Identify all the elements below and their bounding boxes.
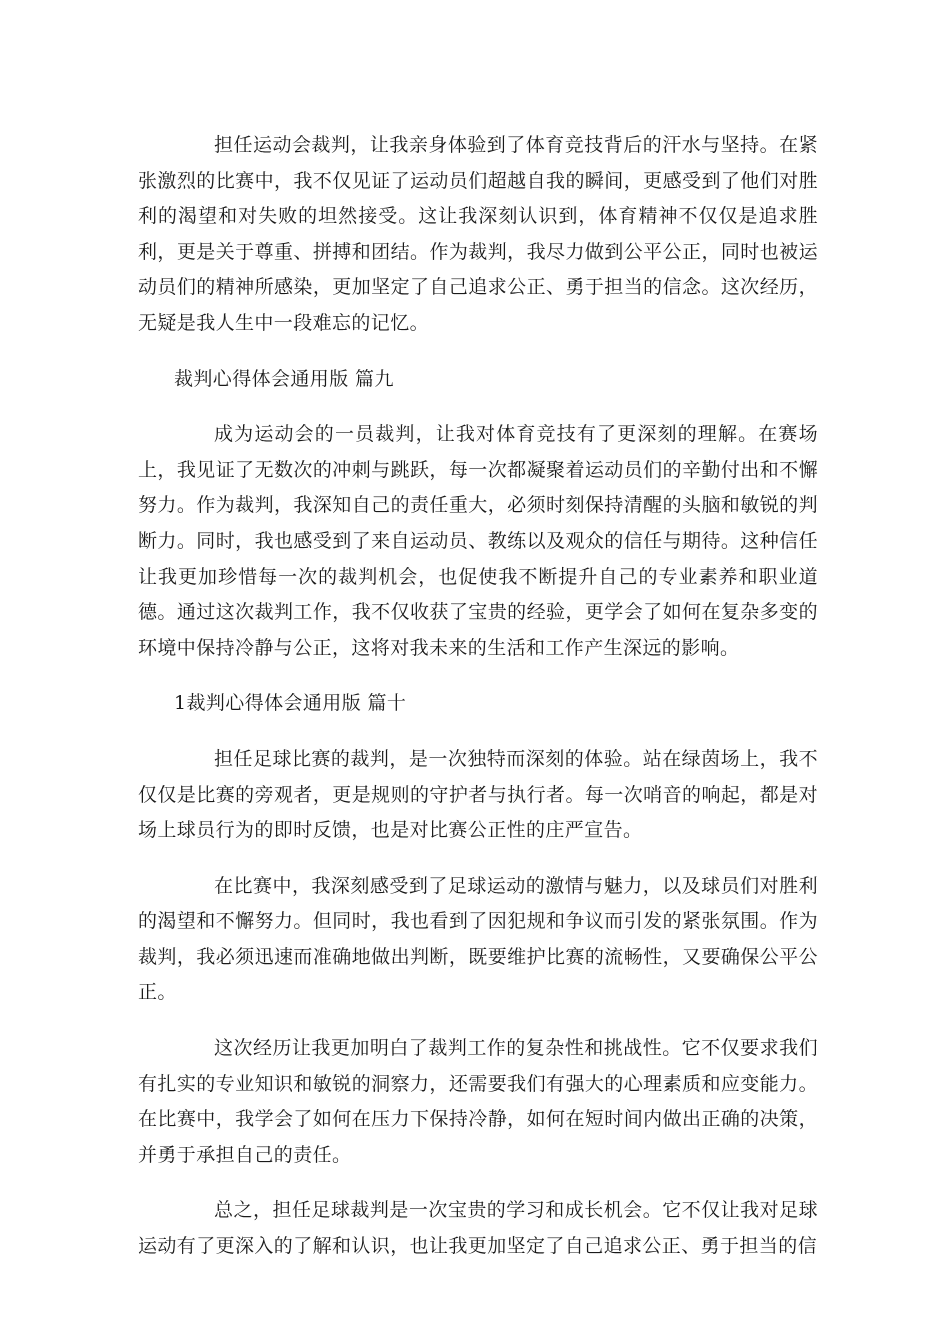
paragraph-conclusion: 总之，担任足球裁判是一次宝贵的学习和成长机会。它不仅让我对足球运动有了更深入的了解和认识，也让我更加坚定了自己追求公正、勇于担当的信 — [138, 1199, 818, 1258]
paragraph-football-match-experience: 在比赛中，我深刻感受到了足球运动的激情与魅力，以及球员们对胜利的渴望和不懈努力。但同时，我也看到了因犯规和争议而引发的紧张氛围。作为裁判，我必须迅速而准确地做出判断，既要维护比赛的流畅性，又要确保公平公正。 — [138, 874, 818, 1004]
paragraph-part-nine-body: 成为运动会的一员裁判，让我对体育竞技有了更深刻的理解。在赛场上，我见证了无数次的冲刺与跳跃，每一次都凝聚着运动员们的辛勤付出和不懈努力。作为裁判，我深知自己的责任重大，必须时刻保持清醒的头脑和敏锐的判断力。同时，我也感受到了来自运动员、教练以及观众的信任与期待。这种信任让我更加珍惜每一次的裁判机会，也促使我不断提升自己的专业素养和职业道德。通过这次裁判工作，我不仅收获了宝贵的经验，更学会了如何在复杂多变的环境中保持冷静与公正，这将对我未来的生活和工作产生深远的影响。 — [138, 423, 818, 659]
paragraph-football-referee-intro: 担任足球比赛的裁判，是一次独特而深刻的体验。站在绿茵场上，我不仅仅是比赛的旁观者，更是规则的守护者与执行者。每一次哨音的响起，都是对场上球员行为的即时反馈，也是对比赛公正性的庄严宣告。 — [138, 747, 818, 842]
section-heading-part-nine: 裁判心得体会通用版 篇九 — [174, 367, 394, 390]
section-heading-part-ten: 1裁判心得体会通用版 篇十 — [174, 692, 407, 715]
document-body — [138, 128, 818, 1285]
paragraph-referee-athletics-reflection: 担任运动会裁判，让我亲身体验到了体育竞技背后的汗水与坚持。在紧张激烈的比赛中，我不仅见证了运动员们超越自我的瞬间，更感受到了他们对胜利的渴望和对失败的坦然接受。这让我深刻认识到，体育精神不仅仅是追求胜利，更是关于尊重、拼搏和团结。作为裁判，我尽力做到公平公正，同时也被运动员们的精神所感染，更加坚定了自己追求公正、勇于担当的信念。这次经历，无疑是我人生中一段难忘的记忆。 — [138, 134, 818, 334]
paragraph-referee-challenges: 这次经历让我更加明白了裁判工作的复杂性和挑战性。它不仅要求我们有扎实的专业知识和敏锐的洞察力，还需要我们有强大的心理素质和应变能力。在比赛中，我学会了如何在压力下保持冷静，如何在短时间内做出正确的决策，并勇于承担自己的责任。 — [138, 1037, 818, 1166]
